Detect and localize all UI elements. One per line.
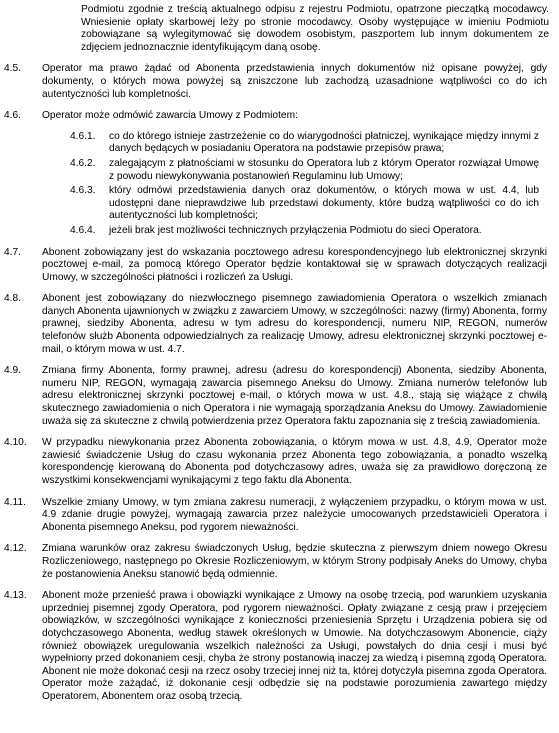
intro-continuation-paragraph: Podmiotu zgodnie z treścią aktualnego odpisu z rejestru Podmiotu, opatrzone pieczątką mocodawcy. Wniesienie opłaty skarbowej leży po stronie mocodawcy. Osoby występujące w imieniu Podmiotu zobowiązane są wylegitymować się dowodem osobistym, paszportem lub innym dokumentem ze zdjęciem jednoznacznie identyfikującym daną osobę. bbox=[81, 4, 549, 53]
section-number: 4.7. bbox=[4, 246, 21, 258]
list-item-number: 4.6.1. bbox=[70, 130, 96, 142]
section-text: Abonent może przenieść prawa i obowiązki wynikające z Umowy na osobę trzecią, pod warunkiem uzyskania uprzedniej pisemnej zgody Operatora, pod rygorem nieważności. Opłaty związane z cesją praw i przejęciem obowiązków, w szczególności wynikające z konieczności przeniesienia Sprzętu i Urządzenia pobiera się od dotychczasowego Abonenta, według stawek określonych w Umowie. Na dotychczasowym Abonencie, ciąży również obowiązek uregulowania wszelkich należności za Usługi, powstałych do dnia cesji i musi być wypełniony przed dokonaniem cesji, chyba że strony postanowią inaczej za wiedzą i pisemną zgodą Operatora. Abonent nie może dokonać cesji na rzecz osoby trzeciej innej niż ta, której dotyczyła pisemna zgoda Operatora. Operator może zażądać, iż dokonanie cesji odbędzie się na podstawie porozumienia zawartego między Operatorem, Abonentem oraz osobą trzecią. bbox=[42, 590, 547, 702]
section-text: Abonent jest zobowiązany do niezwłocznego pisemnego zawiadomienia Operatora o wszelkich zmianach danych Abonenta ujawnionych w związku z zawarciem Umowy, w szczególności: nazwy (firmy) Abonenta, formy prawnej, siedziby Abonenta, adresu w tym adresu do korespondencji, numeru NIP, REGON, numerów telefonów służb Abonenta odpowiedzialnych za realizację Umowy, adresu elektronicznej skrzynki pocztowej e-mail, o którym mowa w ust. 4.7. bbox=[42, 293, 547, 355]
list-item bbox=[0, 158, 559, 183]
section-number: 4.8. bbox=[4, 293, 21, 305]
list-item-text: który odmówi przedstawienia danych oraz dokumentów, o których mowa w ust. 4.4, lub udostępni dane nieprawdziwe lub przedstawi dokumenty, które budzą wątpliwości co do ich autentyczności lub kompletności; bbox=[109, 185, 539, 222]
section-4-10 bbox=[0, 437, 559, 487]
section-number: 4.5. bbox=[4, 63, 21, 75]
section-number: 4.6. bbox=[4, 110, 21, 122]
section-4-11 bbox=[0, 497, 559, 535]
section-4-6-list bbox=[0, 131, 559, 238]
section-4-7 bbox=[0, 247, 559, 285]
list-item-text: zalegającym z płatnościami w stosunku do Operatora lub z którym Operator rozwiązał Umowę z powodu niewykonywania postanowień Regulaminu lub Umowy; bbox=[109, 157, 539, 182]
section-4-5 bbox=[0, 63, 559, 101]
list-item bbox=[0, 131, 559, 156]
section-text: Zmiana warunków oraz zakresu świadczonych Usług, będzie skuteczna z pierwszym dniem nowego Okresu Rozliczeniowego, następnego po Okresie Rozliczeniowym, w którym Strony podpisały Aneks do Umowy, chyba że postanowienia Aneksu stanowić będą odmiennie. bbox=[42, 543, 547, 580]
section-number: 4.13. bbox=[4, 590, 27, 602]
section-text: Operator może odmówić zawarcia Umowy z Podmiotem: bbox=[42, 110, 298, 122]
list-item bbox=[0, 185, 559, 223]
section-4-8 bbox=[0, 293, 559, 356]
section-number: 4.12. bbox=[4, 543, 27, 555]
section-number: 4.11. bbox=[4, 496, 26, 508]
section-4-9 bbox=[0, 365, 559, 428]
section-number: 4.9. bbox=[4, 365, 21, 377]
list-item-text: jeżeli brak jest możliwości technicznych przyłączenia Podmiotu do sieci Operatora. bbox=[109, 224, 482, 236]
section-text: Operator ma prawo żądać od Abonenta przedstawienia innych dokumentów niż opisane powyżej, gdy dokumenty, o których mowa powyżej są zniszczone lub zachodzą uzasadnione wątpliwości co do ich autentyczności lub kompletności. bbox=[42, 63, 547, 100]
section-4-12 bbox=[0, 543, 559, 581]
list-item-text: co do którego istnieje zastrzeżenie co do wiarygodności płatniczej, wynikające między innymi z danych będących w posiadaniu Operatora na podstawie przepisów prawa; bbox=[109, 130, 539, 155]
section-text: W przypadku niewykonania przez Abonenta zobowiązania, o którym mowa w ust. 4.8, 4.9, Operator może zawiesić świadczenie Usług do czasu wykonania przez Abonenta tego zobowiązania, a ponadto wszelką korespondencję kierowaną do Abonenta pod dotychczasowy adres, uważa się za prawidłowo doręczoną ze wszystkimi konsekwencjami wynikającymi z tego faktu dla Abonenta. bbox=[42, 437, 547, 486]
list-item-number: 4.6.4. bbox=[70, 224, 96, 236]
section-4-6 bbox=[0, 110, 559, 123]
section-number: 4.10. bbox=[4, 437, 27, 449]
section-4-13 bbox=[0, 590, 559, 703]
list-item-number: 4.6.2. bbox=[70, 157, 96, 169]
list-item bbox=[0, 225, 559, 238]
section-text: Zmiana firmy Abonenta, formy prawnej, adresu (adresu do korespondencji) Abonenta, siedziby Abonenta, numeru NIP, REGON, wymagają zawarcia pisemnego Aneksu do Umowy. Zmiana numerów telefonów lub adresu elektronicznej skrzynki pocztowej e-mail, o których mowa w ust. 4.8., stają się wiążące z chwilą skutecznego zawiadomienia o nich Operatora i nie wymagają sporządzania Aneksu do Umowy. Zawiadomienie uważa się za skuteczne z chwilą potwierdzenia przez Operatora faktu zapoznania się z treścią zawiadomienia. bbox=[42, 365, 547, 427]
list-item-number: 4.6.3. bbox=[70, 185, 96, 197]
section-text: Abonent zobowiązany jest do wskazania pocztowego adresu korespondencyjnego lub elektronicznej skrzynki pocztowej e-mail, za pomocą którego Operator będzie kontaktował się w sprawach dotyczących realizacji Umowy, w szczególności płatności i rozliczeń za Usługi. bbox=[42, 246, 547, 283]
section-text: Wszelkie zmiany Umowy, w tym zmiana zakresu numeracji, z wyłączeniem przypadku, o którym mowa w ust. 4.9 zdanie drugie powyżej, wymagają zawarcia przez należycie umocowanych przedstawicieli Operatora i Abonenta pisemnego Aneksu, pod rygorem nieważności. bbox=[42, 496, 547, 533]
